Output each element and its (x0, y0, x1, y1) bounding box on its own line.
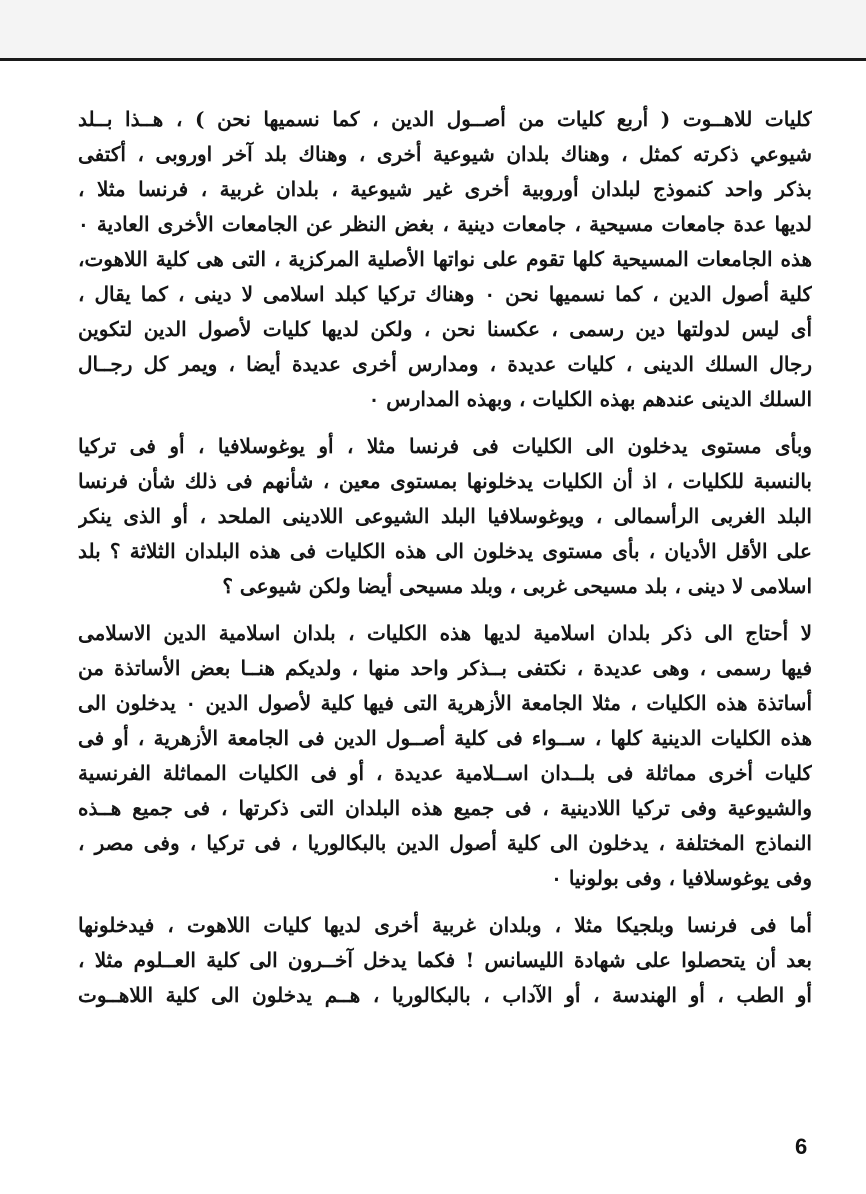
page-number: 6 (795, 1134, 808, 1159)
page-text-body (78, 102, 812, 1013)
text-line: هذه الكليات الدينية كلها ، ســواء فى كلية أصــول الدين فى الجامعة الأزهرية ، أو فى (78, 726, 812, 750)
text-line: بذكر واحد كنموذج لبلدان أوروبية أخرى غير شيوعية ، بلدان غربية ، فرنسا مثلا ، (78, 177, 812, 201)
text-line: شيوعي ذكرته كمثل ، وهناك بلدان شيوعية أخرى ، وهناك بلد آخر اوروبى ، أكتفى (78, 142, 812, 166)
text-line: كلية أصول الدين ، كما نسميها نحن ٠ وهناك تركيا كبلد اسلامى لا دينى ، كما يقال ، (78, 282, 812, 306)
text-line: أو الطب ، أو الهندسة ، أو الآداب ، بالبكالوريا ، هــم يدخلون الى كلية اللاهــوت (78, 983, 812, 1007)
text-line: بعد أن يتحصلوا على شهادة الليسانس ! فكما يدخل آخــرون الى كلية العــلوم مثلا ، (78, 948, 812, 972)
paragraph-2 (78, 429, 812, 604)
text-line: كليات للاهــوت ( أربع كليات من أصــول الدين ، كما نسميها نحن ) ، هــذا بــلد (78, 107, 812, 131)
top-page-margin (0, 0, 866, 58)
text-line: رجال السلك الدينى ، كليات عديدة ، ومدارس أخرى عديدة أيضا ، ويمر كل رجــال (78, 352, 812, 376)
text-line: البلد الغربى الرأسمالى ، ويوغوسلافيا البلد الشيوعى اللادينى الملحد ، أو الذى ينكر (78, 504, 812, 528)
text-line: السلك الدينى عندهم بهذه الكليات ، وبهذه المدارس ٠ (368, 387, 812, 411)
text-line: هذه الجامعات المسيحية كلها تقوم على نواتها الأصلية المركزية ، التى هى كلية اللاهوت، (78, 247, 812, 271)
paragraph-gap (78, 896, 812, 908)
text-line: على الأقل الأديان ، بأى مستوى يدخلون الى هذه الكليات فى هذه البلدان الثلاثة ؟ بلد (78, 539, 812, 563)
text-line: فيها رسمى ، وهى عديدة ، نكتفى بــذكر واحد منها ، ولديكم هنــا بعض الأساتذة من (78, 656, 812, 680)
text-line: النماذج المختلفة ، يدخلون الى كلية أصول الدين بالبكالوريا ، فى تركيا ، وفى مصر ، (78, 831, 812, 855)
paragraph-gap (78, 417, 812, 429)
header-rule (0, 58, 866, 61)
text-line: أساتذة هذه الكليات ، مثلا الجامعة الأزهرية التى فيها كلية لأصول الدين ٠ يدخلون الى (78, 691, 812, 715)
text-line: وبأى مستوى يدخلون الى الكليات فى فرنسا مثلا ، أو يوغوسلافيا ، أو فى تركيا (78, 434, 812, 458)
text-line: كليات أخرى مماثلة فى بلــدان اســلامية عديدة ، أو فى الكليات المماثلة الفرنسية (78, 761, 812, 785)
paragraph-1 (78, 102, 812, 417)
text-line: اسلامى لا دينى ، بلد مسيحى غربى ، وبلد مسيحى أيضا ولكن شيوعى ؟ (222, 574, 812, 598)
paragraph-3 (78, 616, 812, 896)
text-line: لا أحتاج الى ذكر بلدان اسلامية لديها هذه الكليات ، بلدان اسلامية الدين الاسلامى (78, 621, 812, 645)
text-line: لديها عدة جامعات مسيحية ، جامعات دينية ، بغض النظر عن الجامعات الأخرى العادية ٠ (78, 212, 812, 236)
text-line: بالنسبة للكليات ، اذ أن الكليات يدخلونها بمستوى معين ، شأنهم فى ذلك شأن فرنسا (78, 469, 812, 493)
text-line: والشيوعية وفى تركيا اللادينية ، فى جميع هذه البلدان التى ذكرتها ، فى جميع هــذه (78, 796, 812, 820)
paragraph-4 (78, 908, 812, 1013)
text-line: أى ليس لدولتها دين رسمى ، عكسنا نحن ، ولكن لديها كليات لأصول الدين لتكوين (78, 317, 812, 341)
text-line: أما فى فرنسا وبلجيكا مثلا ، وبلدان غربية أخرى لديها كليات اللاهوت ، فيدخلونها (78, 913, 812, 937)
paragraph-gap (78, 604, 812, 616)
text-line: وفى يوغوسلافيا ، وفى بولونيا ٠ (551, 866, 812, 890)
